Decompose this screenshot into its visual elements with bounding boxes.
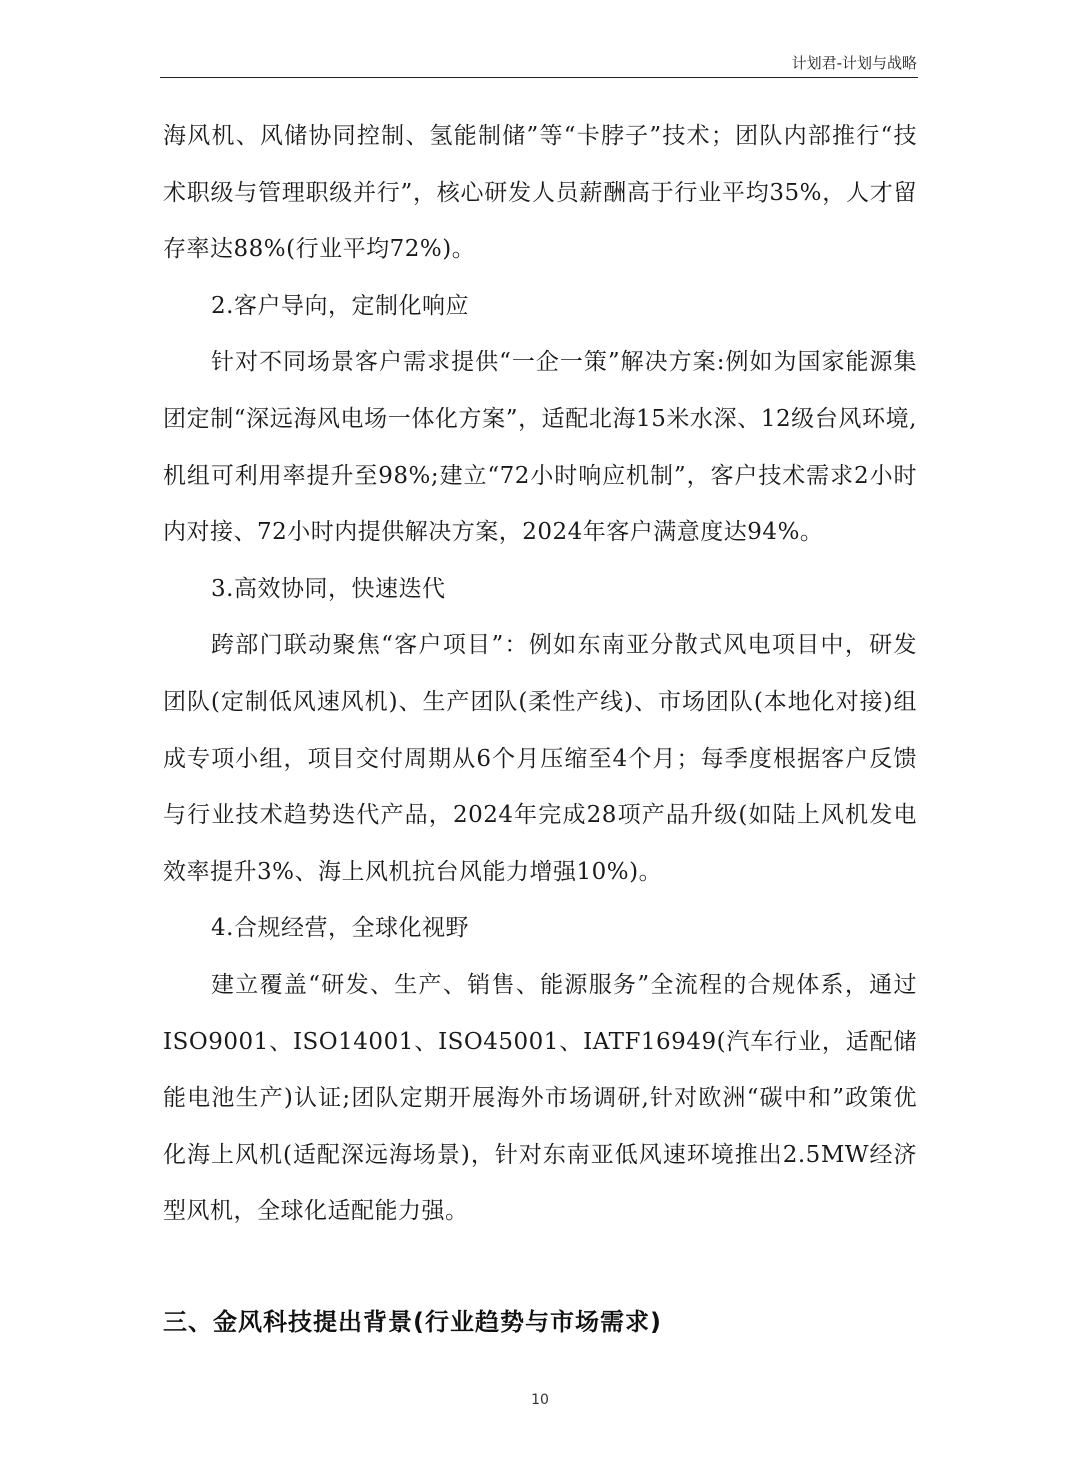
section-heading: 三、金风科技提出背景(行业趋势与市场需求) bbox=[163, 1308, 662, 1336]
paragraph-talent: 海风机、风储协同控制、氢能制储”等“卡脖子”技术；团队内部推行“技术职级与管理职级并行”，核心研发人员薪酬高于行业平均35%，人才留存率达88%(行业平均72%)。 bbox=[163, 123, 917, 263]
paragraph-compliance: 建立覆盖“研发、生产、销售、能源服务”全流程的合规体系，通过ISO9001、ISO14001、ISO45001、IATF16949(汽车行业，适配储能电池生产)认证;团队定期开展海外市场调研,针对欧洲“碳中和”政策优化海上风机(适配深远海场景)，针对东南亚低风速环境推出2.5MW经济型风机，全球化适配能力强。 bbox=[163, 971, 917, 1225]
page-number: 10 bbox=[531, 1392, 549, 1408]
subheading-collaboration: 3.高效协同，快速迭代 bbox=[211, 575, 446, 602]
header-divider bbox=[160, 77, 918, 78]
paragraph-collaboration: 跨部门联动聚焦“客户项目”：例如东南亚分散式风电项目中，研发团队(定制低风速风机)、生产团队(柔性产线)、市场团队(本地化对接)组成专项小组，项目交付周期从6个月压缩至4个月；每季度根据客户反馈与行业技术趋势迭代产品，2024年完成28项产品升级(如陆上风机发电效率提升3%、海上风机抗台风能力增强10%)。 bbox=[163, 632, 917, 885]
document-body bbox=[163, 108, 917, 1240]
paragraph-customer-oriented: 针对不同场景客户需求提供“一企一策”解决方案:例如为国家能源集团定制“深远海风电场一体化方案”，适配北海15米水深、12级台风环境,机组可利用率提升至98%;建立“72小时响应机制”，客户技术需求2小时内对接、72小时内提供解决方案，2024年客户满意度达94%。 bbox=[163, 349, 917, 546]
page-header: 计划君-计划与战略 bbox=[791, 54, 917, 72]
subheading-compliance: 4.合规经营，全球化视野 bbox=[211, 915, 469, 942]
subheading-customer-oriented: 2.客户导向，定制化响应 bbox=[211, 292, 469, 319]
